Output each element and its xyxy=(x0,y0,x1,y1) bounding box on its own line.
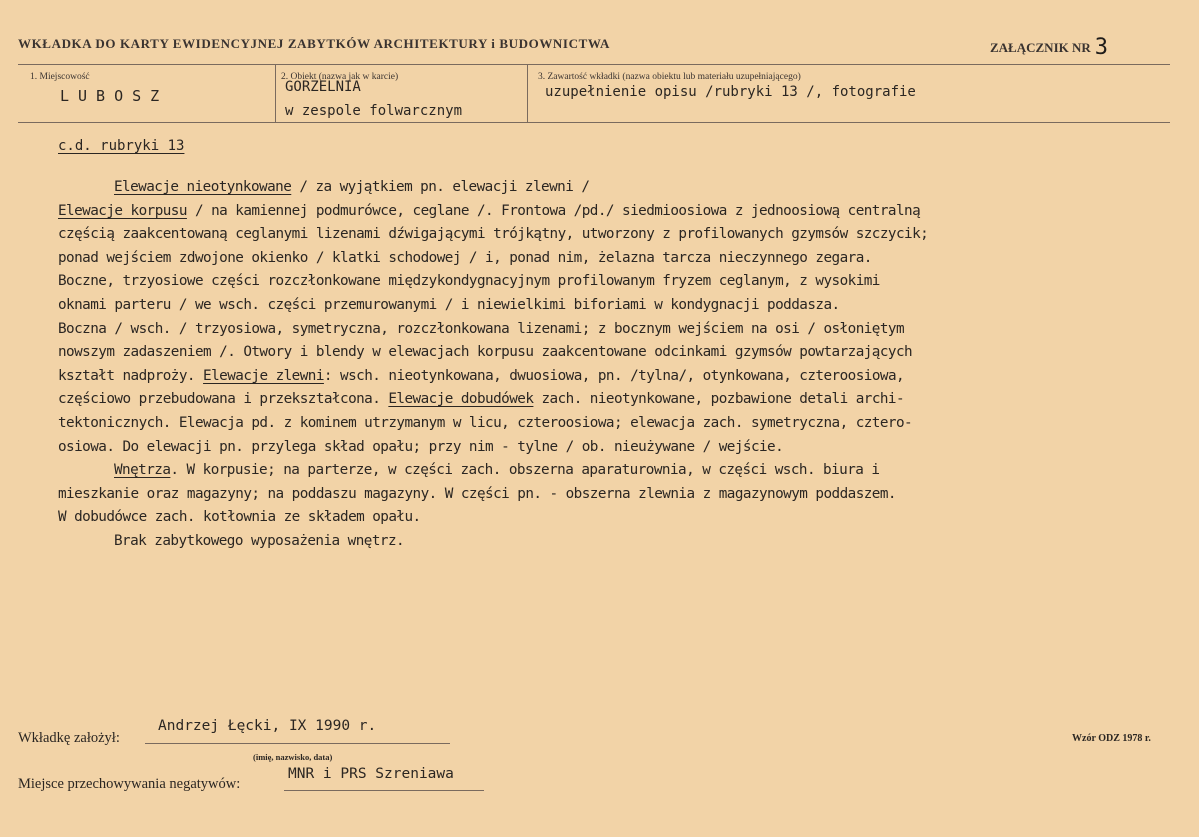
underlined-term: Elewacje dobudówek xyxy=(388,391,534,408)
text-segment: mieszkanie oraz magazyny; na poddaszu magazyny. W części pn. - obszerna zlewnia z magazynowym poddaszem. xyxy=(58,485,896,502)
negatives-label: Miejsce przechowywania negatywów: xyxy=(18,776,241,792)
description-line xyxy=(58,294,1168,318)
text-segment: częściowo przebudowana i przekształcona. xyxy=(58,391,389,408)
description-line xyxy=(58,341,1168,365)
annex-number-value: 3 xyxy=(1094,35,1109,60)
object-value-line1: GORZELNIA xyxy=(285,79,361,95)
description-line xyxy=(58,270,1168,294)
text-segment: Boczne, trzyosiowe części rozczłonkowane międzykondygnacyjnym profilowanym fryzem ceglanym, z wysokimi xyxy=(58,273,880,290)
text-segment: zach. nieotynkowane, pozbawione detali archi- xyxy=(533,391,905,408)
text-segment: / na kamiennej podmurówce, ceglane /. Frontowa /pd./ siedmioosiowa z jednoosiową centralną xyxy=(186,202,921,219)
underlined-term: Elewacje korpusu xyxy=(58,202,187,219)
text-segment: częścią zaakcentowaną ceglanymi lizenami dźwigającymi trójkątny, utworzony z profilowanych gzymsów szczycik; xyxy=(58,226,929,243)
description-line xyxy=(58,318,1168,342)
place-label: 1. Miejscowość xyxy=(30,72,90,82)
description-text xyxy=(58,176,1168,554)
object-label: 2. Obiekt (nazwa jak w karcie) xyxy=(281,72,399,82)
description-line xyxy=(58,247,1168,271)
text-segment: : wsch. nieotynkowana, dwuosiowa, pn. /tylna/, otynkowana, czteroosiowa, xyxy=(323,367,905,384)
text-segment: Brak zabytkowego wyposażenia wnętrz. xyxy=(114,532,405,549)
field-divider-1 xyxy=(275,64,276,122)
continuation-heading-text: c.d. rubryki 13 xyxy=(58,138,185,154)
description-line xyxy=(58,506,1168,530)
text-segment: Boczna / wsch. / trzyosiowa, symetryczna, rozczłonkowana lizenami; z bocznym wejściem na osi / osłoniętym xyxy=(58,320,905,337)
text-segment: . W korpusie; na parterze, w części zach. obszerna aparaturownia, w części wsch. biura i xyxy=(170,462,880,479)
text-segment: oknami parteru / we wsch. części przemurowanymi / i niewielkimi biforiami w kondygnacji poddasza. xyxy=(58,296,840,313)
header-top-rule xyxy=(18,64,1170,65)
text-segment: tektonicznych. Elewacja pd. z kominem utrzymanym w licu, czteroosiowa; elewacja zach. symetryczna, cztero- xyxy=(58,414,913,431)
created-by-label: Wkładkę założył: xyxy=(18,730,120,746)
text-segment: osiowa. Do elewacji pn. przylega skład opału; przy nim - tylne / ob. nieużywane / wejście. xyxy=(58,438,784,455)
description-line xyxy=(58,459,1168,483)
continuation-heading xyxy=(58,138,184,154)
text-segment: nowszym zadaszeniem /. Otwory i blendy w elewacjach korpusu zaakcentowane odcinkami gzymsów powtarzających xyxy=(58,344,913,361)
template-label: Wzór ODZ 1978 r. xyxy=(1072,733,1151,744)
negatives-rule xyxy=(284,790,484,791)
field-divider-2 xyxy=(527,64,528,122)
underlined-term: Elewacje nieotynkowane xyxy=(114,179,292,195)
description-line xyxy=(58,436,1168,460)
text-segment: ponad wejściem zdwojone okienko / klatki schodowej / i, ponad nim, żelazna tarcza nieczynnego zegara. xyxy=(58,249,872,266)
description-line xyxy=(58,483,1168,507)
underlined-term: Wnętrza xyxy=(114,462,171,479)
negatives-value: MNR i PRS Szreniawa xyxy=(288,766,454,782)
created-by-value: Andrzej Łęcki, IX 1990 r. xyxy=(158,718,377,734)
description-line xyxy=(58,365,1168,389)
description-line xyxy=(58,530,1168,554)
place-value: LUBOSZ xyxy=(60,87,169,105)
text-segment: / za wyjątkiem pn. elewacji zlewni / xyxy=(291,179,590,195)
created-by-rule xyxy=(145,743,450,744)
description-line xyxy=(58,412,1168,436)
description-line xyxy=(58,176,1168,200)
content-label: 3. Zawartość wkładki (nazwa obiektu lub materiału uzupełniającego) xyxy=(538,72,801,82)
description-line xyxy=(58,223,1168,247)
content-value: uzupełnienie opisu /rubryki 13 /, fotografie xyxy=(545,84,916,100)
underlined-term: Elewacje zlewni xyxy=(203,367,324,384)
annex-number xyxy=(990,33,1108,58)
description-line xyxy=(58,388,1168,412)
text-segment: W dobudówce zach. kotłownia ze składem opału. xyxy=(58,509,421,526)
form-title: WKŁADKA DO KARTY EWIDENCYJNEJ ZABYTKÓW ARCHITEKTURY i BUDOWNICTWA xyxy=(18,36,610,51)
created-by-hint: (imię, nazwisko, data) xyxy=(253,752,333,762)
description-line xyxy=(58,200,1168,224)
text-segment: kształt nadproży. xyxy=(58,367,204,384)
annex-label: ZAŁĄCZNIK NR xyxy=(990,40,1091,55)
header-bottom-rule xyxy=(18,122,1170,123)
object-value-line2: w zespole folwarcznym xyxy=(285,103,463,119)
